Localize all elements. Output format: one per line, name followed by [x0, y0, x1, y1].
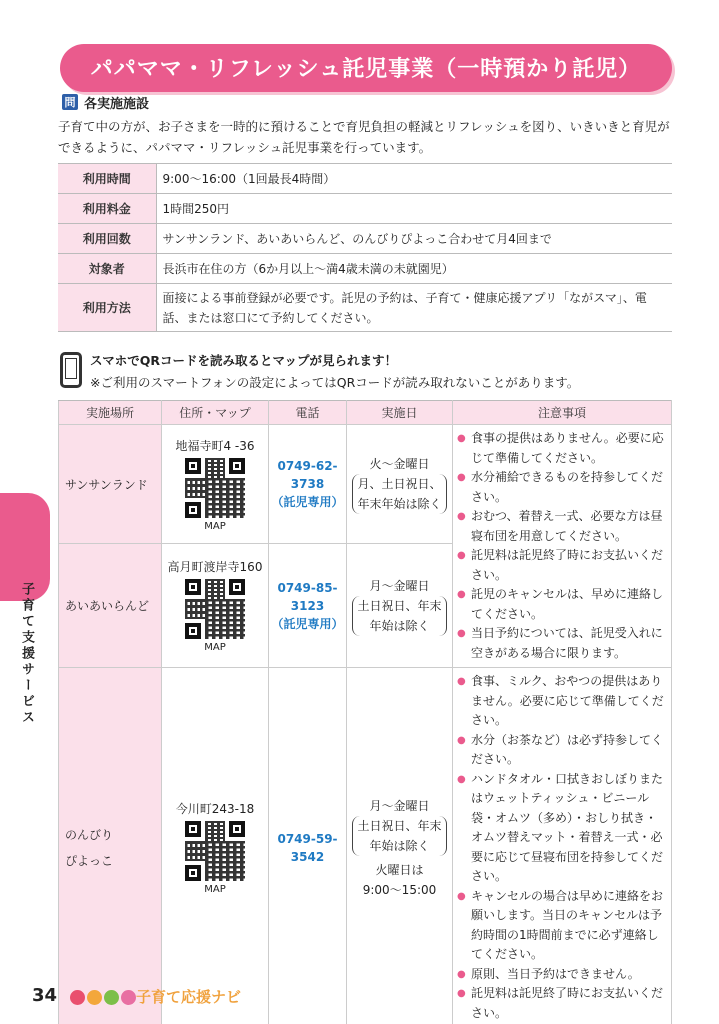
col-days: 実施日: [347, 401, 453, 425]
notes-cell: [453, 425, 672, 668]
place-name: サンサンランド: [59, 425, 162, 544]
place-name-line: ぴよっこ: [65, 853, 114, 868]
note-item: ● 当日予約については、託児受入れに空きがある場合に限ります。: [457, 624, 667, 663]
info-row: [58, 254, 672, 284]
tel-cell: [269, 668, 347, 1024]
side-tab-label: 子育て支援サービス: [19, 582, 34, 726]
locations-header-row: [59, 401, 672, 425]
days-exception-line: 土日祝日、年末: [357, 598, 442, 613]
tel-note: （託児専用）: [271, 616, 344, 631]
location-row-sansan: [59, 425, 672, 544]
map-label: MAP: [204, 642, 226, 654]
place-name: [59, 668, 162, 1024]
usage-info-table: [58, 163, 672, 332]
tel-number-part2: 3738: [290, 477, 325, 492]
intro-text: 子育て中の方が、お子さまを一時的に預けることで育児負担の軽減とリフレッシュを図り、いきいきと育児ができるように、パパママ・リフレッシュ託児事業を行っています。: [58, 119, 670, 155]
days-cell: [347, 544, 453, 668]
days-exception-line: 年始は除く: [369, 618, 430, 633]
note-item: ● 食事の提供はありません。必要に応じて準備してください。: [457, 429, 667, 468]
info-row: [58, 164, 672, 194]
tel-number-part1: 0749-59-: [277, 831, 338, 846]
footer-logo-icon: [70, 990, 136, 1005]
address-cell: [162, 544, 269, 668]
days-exception-line: 年始は除く: [369, 838, 430, 853]
info-value: 面接による事前登録が必要です。託児の予約は、子育て・健康応援アプリ「ながスマ」、電話、または窓口にて予約してください。: [156, 284, 672, 332]
note-item: ● 託児のキャンセルは、早めに連絡してください。: [457, 585, 667, 624]
days-cell: [347, 668, 453, 1024]
note-item: ● 託児料は託児終了時にお支払いください。: [457, 546, 667, 585]
days-exception: [352, 474, 446, 514]
address-text: 高月町渡岸寺160: [167, 560, 263, 575]
info-label: 対象者: [58, 254, 156, 284]
tel-cell: [269, 544, 347, 668]
page-number: 34: [32, 985, 58, 1006]
col-place: 実施場所: [59, 401, 162, 425]
info-label: 利用時間: [58, 164, 156, 194]
info-value: 長浜市在住の方（6か月以上〜満4歳未満の未就園児）: [156, 254, 672, 284]
place-name: あいあいらんど: [59, 544, 162, 668]
info-row: [58, 284, 672, 332]
days-main: 火〜金曜日: [369, 457, 430, 472]
section-heading: [62, 92, 149, 112]
note-item: ● ハンドタオル・口拭きおしぼりまたはウェットティッシュ・ビニール袋・オムツ（多め）・おしり拭き・オムツ替えマット・着替え一式・必要に応じて昼寝布団を持参してください。: [457, 770, 667, 887]
locations-table: [58, 400, 672, 1024]
qr-code-icon[interactable]: [185, 579, 245, 639]
tel-number-part2: 3123: [290, 598, 325, 613]
note-item: ● おむつ、着替え一式、必要な方は昼寝布団を用意してください。: [457, 507, 667, 546]
map-label: MAP: [204, 884, 226, 895]
tel-cell: [269, 425, 347, 544]
note-item: ● 原則、当日予約はできません。: [457, 965, 667, 985]
days-main: 月〜金曜日: [369, 798, 430, 813]
days-cell: [347, 425, 453, 544]
info-value: 1時間250円: [156, 194, 672, 224]
note-item: ● 水分補給できるものを持参してください。: [457, 468, 667, 507]
info-label: 利用回数: [58, 224, 156, 254]
days-main: 月〜金曜日: [369, 578, 430, 593]
footer-title: 子育て応援ナビ: [136, 988, 242, 1006]
page-banner: [60, 44, 672, 92]
info-label: 利用料金: [58, 194, 156, 224]
note-item: ● 託児料は託児終了時にお支払いください。: [457, 984, 667, 1023]
notes-list: [457, 672, 667, 1023]
address-cell: [162, 425, 269, 544]
days-exception: [352, 816, 446, 856]
info-label: 利用方法: [58, 284, 156, 332]
days-tuesday-hours: 9:00〜15:00: [362, 882, 437, 897]
col-tel: 電話: [269, 401, 347, 425]
section-title: 各実施施設: [84, 96, 150, 112]
days-exception-line: 月、土日祝日、: [357, 477, 442, 492]
location-row-nonbiri: [59, 668, 672, 1024]
info-value: サンサンランド、あいあいらんど、のんびりぴよっこ合わせて月4回まで: [156, 224, 672, 254]
smartphone-icon: [60, 352, 82, 388]
tel-number-part2: 3542: [290, 849, 325, 864]
note-item: ● キャンセルの場合は早めに連絡をお願いします。当日のキャンセルは予約時間の1時間前までに必ず連絡してください。: [457, 887, 667, 965]
note-item: ● 食事、ミルク、おやつの提供はありません。必要に応じて準備してください。: [457, 672, 667, 731]
col-address: 住所・マップ: [162, 401, 269, 425]
address-cell: [162, 668, 269, 1024]
days-exception: [352, 596, 446, 636]
days-exception-line: 土日祝日、年末: [357, 818, 442, 833]
address-text: 地福寺町4 -36: [175, 438, 255, 453]
info-row: [58, 224, 672, 254]
notes-cell: [453, 668, 672, 1024]
tel-number-part1: 0749-62-: [277, 459, 338, 474]
qr-code-icon[interactable]: [185, 458, 245, 518]
note-item: ● 水分（お茶など）は必ず持参してください。: [457, 731, 667, 770]
notes-list: [457, 429, 667, 663]
days-tuesday: 火曜日は: [375, 862, 424, 877]
map-label: MAP: [204, 520, 226, 532]
inquiry-badge: 問: [62, 94, 78, 110]
info-value: 9:00〜16:00（1回最長4時間）: [156, 164, 672, 194]
place-name-line: のんびり: [65, 827, 114, 842]
page-title: パパママ・リフレッシュ託児事業（一時預かり託児）: [90, 57, 642, 82]
qr-note-heading: スマホでQRコードを読み取るとマップが見られます！: [90, 353, 398, 368]
col-notes: 注意事項: [453, 401, 672, 425]
qr-note-caution: ※ご利用のスマートフォンの設定によってはQRコードが読み取れないことがあります。: [90, 375, 580, 390]
qr-code-icon[interactable]: [185, 821, 245, 881]
info-row: [58, 194, 672, 224]
days-exception-line: 年末年始は除く: [357, 497, 442, 512]
tel-note: （託児専用）: [271, 495, 344, 510]
tel-number-part1: 0749-85-: [277, 580, 338, 595]
address-text: 今川町243-18: [175, 802, 255, 816]
